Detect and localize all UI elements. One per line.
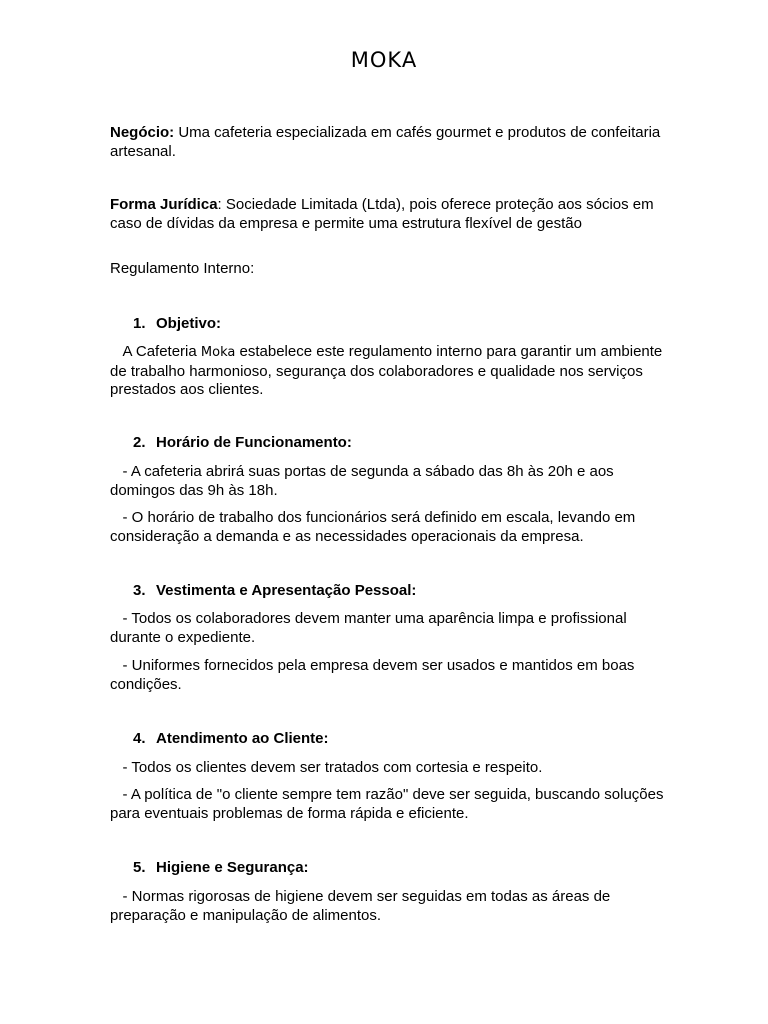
regulation-title: Regulamento Interno: <box>110 260 255 277</box>
section-number: 4. <box>133 730 146 747</box>
business-paragraph <box>110 124 670 161</box>
section-paragraph: - A política de "o cliente sempre tem razão" deve ser seguida, buscando soluções para eventuais problemas de forma rápida e eficiente. <box>110 786 668 822</box>
business-text: Uma cafeteria especializada em cafés gourmet e produtos de confeitaria artesanal. <box>110 124 661 160</box>
section-paragraph: - Todos os colaboradores devem manter uma aparência limpa e profissional durante o expediente. <box>110 610 631 646</box>
section-number: 3. <box>133 582 146 599</box>
section-paragraph <box>110 343 670 400</box>
section-paragraph: - Normas rigorosas de higiene devem ser seguidas em todas as áreas de preparação e manipulação de alimentos. <box>110 888 615 924</box>
legal-form-text: : Sociedade Limitada (Ltda), pois oferece proteção aos sócios em caso de dívidas da empresa e permite uma estrutura flexível de gestão <box>110 196 654 232</box>
business-label: Negócio: <box>110 124 175 141</box>
document-title: MOKA <box>350 48 418 72</box>
section-title: Vestimenta e Apresentação Pessoal: <box>156 582 417 599</box>
legal-form-label: Forma Jurídica <box>110 196 218 213</box>
section-paragraph: - A cafeteria abrirá suas portas de segunda a sábado das 8h às 20h e aos domingos das 9h às 18h. <box>110 463 618 499</box>
section-paragraph: - Todos os clientes devem ser tratados com cortesia e respeito. <box>110 759 543 776</box>
section-title: Higiene e Segurança: <box>156 859 309 876</box>
section-number: 1. <box>133 315 146 332</box>
brand-name-inline: Moka <box>200 345 236 360</box>
section-heading-higiene <box>133 859 309 878</box>
section-title: Horário de Funcionamento: <box>156 434 352 451</box>
section-title: Atendimento ao Cliente: <box>156 730 329 747</box>
paragraph-text: estabelece este regulamento interno para garantir um ambiente de trabalho harmonioso, segurança dos colaboradores e qualidade nos serviços prestados aos clientes. <box>110 343 667 398</box>
section-heading-objetivo <box>133 315 221 334</box>
section-number: 2. <box>133 434 146 451</box>
section-title: Objetivo: <box>156 315 222 332</box>
section-heading-vestimenta <box>133 582 416 601</box>
section-paragraph: - O horário de trabalho dos funcionários será definido em escala, levando em consideração a demanda e as necessidades operacionais da empresa. <box>110 509 640 545</box>
legal-form-paragraph <box>110 196 670 233</box>
section-paragraph: - Uniformes fornecidos pela empresa devem ser usados e mantidos em boas condições. <box>110 657 639 693</box>
section-number: 5. <box>133 859 146 876</box>
section-heading-atendimento <box>133 730 329 749</box>
paragraph-text: A Cafeteria <box>110 343 201 360</box>
section-heading-horario <box>133 434 352 453</box>
